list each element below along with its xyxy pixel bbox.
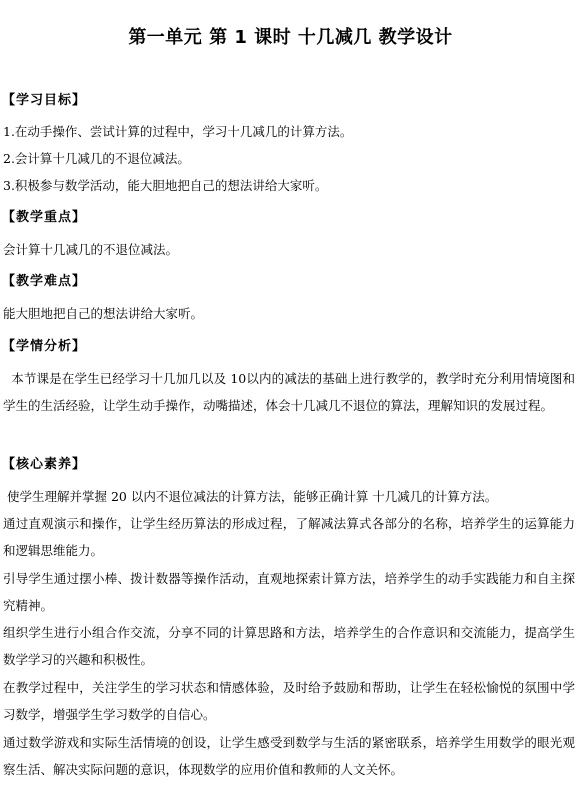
heading-core-competency: 【核心素养】 bbox=[2, 457, 87, 472]
heading-learner-analysis: 【学情分析】 bbox=[2, 339, 87, 354]
heading-learning-goals: 【学习目标】 bbox=[2, 93, 87, 108]
document-title: 第一单元 第 1 课时 十几减几 教学设计 bbox=[128, 27, 453, 48]
goal-item-1: 1.在动手操作、尝试计算的过程中，学习十几减几的计算方法。 bbox=[3, 124, 353, 139]
teaching-difficulty-text: 能大胆地把自己的想法讲给大家听。 bbox=[3, 306, 204, 321]
teaching-focus-text: 会计算十几减几的不退位减法。 bbox=[3, 242, 179, 257]
competency-paragraph-4: 组织学生进行小组合作交流，分享不同的计算思路和方法，培养学生的合作意识和交流能力，提高学生数学学习的兴趣和积极性。 bbox=[3, 625, 575, 667]
competency-paragraph-1: 使学生理解并掌握 20 以内不退位减法的计算方法，能够正确计算 十几减几的计算方法。 bbox=[3, 489, 498, 504]
competency-paragraph-3: 引导学生通过摆小棒、拨计数器等操作活动，直观地探索计算方法，培养学生的动手实践能力和自主探究精神。 bbox=[3, 571, 575, 613]
heading-teaching-focus: 【教学重点】 bbox=[2, 210, 87, 225]
competency-paragraph-2: 通过直观演示和操作，让学生经历算法的形成过程，了解减法算式各部分的名称，培养学生的运算能力和逻辑思维能力。 bbox=[3, 516, 575, 558]
learner-analysis-text: 本节课是在学生已经学习十几加几以及 10以内的减法的基础上进行教学的，教学时充分利用情境图和学生的生活经验，让学生动手操作，动嘴描述，体会十几减几不退位的算法，理解知识的发展过程。 bbox=[3, 371, 575, 413]
goal-item-2: 2.会计算十几减几的不退位减法。 bbox=[3, 151, 190, 166]
competency-paragraph-6: 通过数学游戏和实际生活情境的创设，让学生感受到数学与生活的紧密联系，培养学生用数学的眼光观察生活、解决实际问题的意识，体现数学的应用价值和教师的人文关怀。 bbox=[3, 735, 575, 777]
competency-paragraph-5: 在教学过程中，关注学生的学习状态和情感体验，及时给予鼓励和帮助，让学生在轻松愉悦的氛围中学习数学，增强学生学习数学的自信心。 bbox=[3, 680, 575, 722]
goal-item-3: 3.积极参与数学活动，能大胆地把自己的想法讲给大家听。 bbox=[3, 178, 328, 193]
heading-teaching-difficulty: 【教学难点】 bbox=[2, 274, 87, 289]
